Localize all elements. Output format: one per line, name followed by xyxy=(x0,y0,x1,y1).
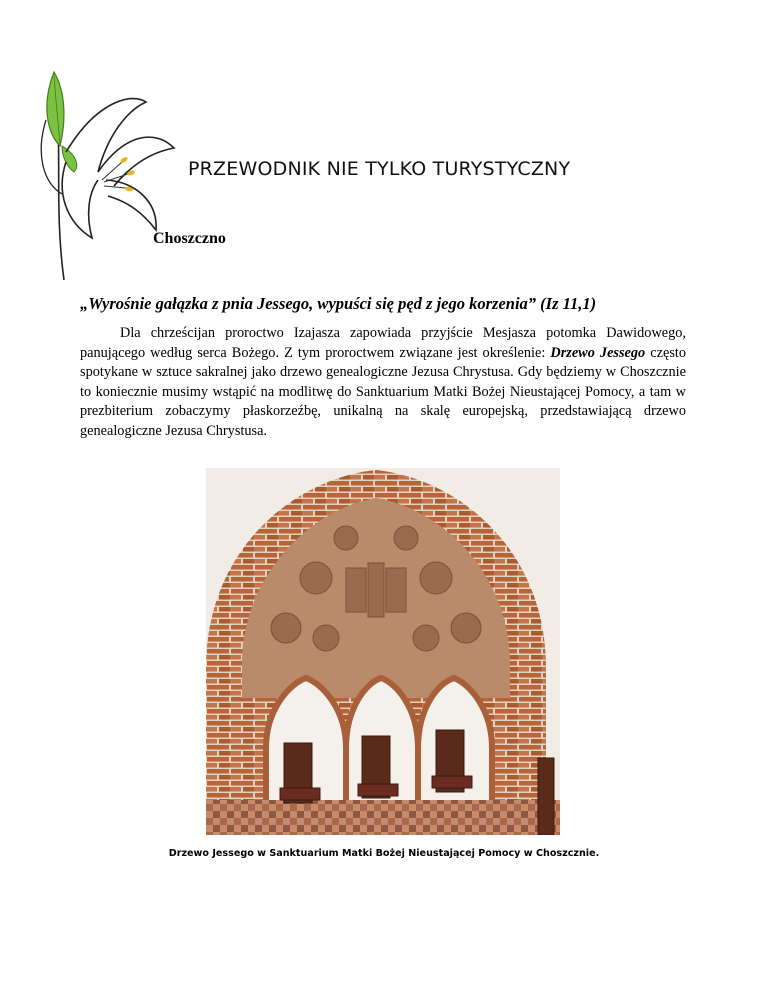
bible-quote: „Wyrośnie gałązka z pnia Jessego, wypuści się pęd z jego korzenia” (Iz 11,1) xyxy=(80,294,597,313)
town-name: Choszczno xyxy=(153,230,226,247)
paragraph-text-part1: Dla chrześcijan proroctwo Izajasza zapowiada przyjście Mesjasza potomka Dawidowego, panującego według serca Bożego. Z tym proroctwem związane jest określenie: xyxy=(80,325,686,361)
photo-caption: Drzewo Jessego w Sanktuarium Matki Bożej Nieustającej Pomocy w Choszcznie. xyxy=(168,848,600,859)
paragraph-emphasis: Drzewo Jessego xyxy=(550,344,646,361)
brick-arch-relief-photo xyxy=(206,468,560,835)
body-paragraph xyxy=(80,324,686,442)
paragraph-text-part2: często spotykane w sztuce sakralnej jako drzewo genealogiczne Jezusa Chrystusa. Gdy będziemy w Choszcznie to koniecznie musimy wstąpić na modlitwę do Sanktuarium Matki Bożej Nieustającej Pomocy, a tam w prezbiterium zobaczymy płaskorzeźbę, unikalną na skalę europejską, przedstawiającą drzewo genealogiczne Jezusa Chrystusa. xyxy=(80,344,687,439)
page-title: PRZEWODNIK NIE TYLKO TURYSTYCZNY xyxy=(188,158,571,180)
lily-flower-icon xyxy=(36,62,176,282)
